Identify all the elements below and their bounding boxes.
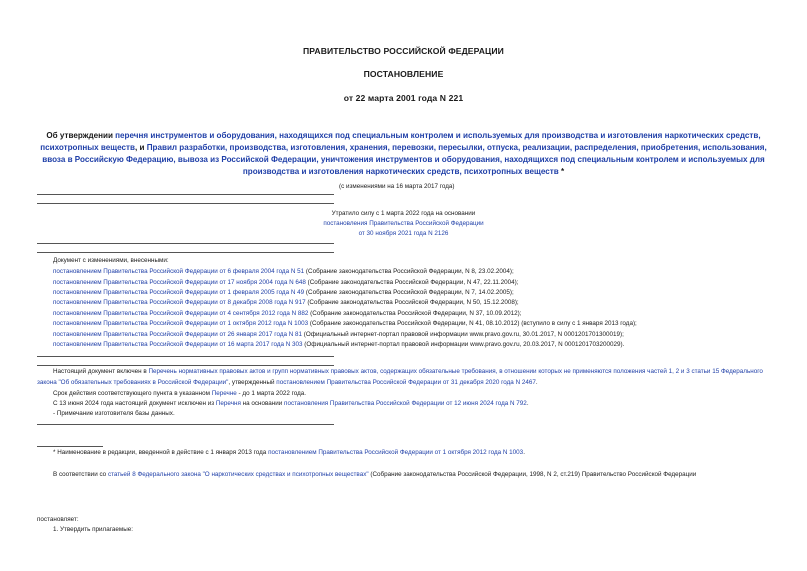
change-link[interactable]: постановлением Правительства Российской Федерации от 17 ноября 2004 года N 648 xyxy=(53,279,306,286)
validity-paragraph: Срок действия соответствующего пункта в указанном Перечне - до 1 марта 2022 года. xyxy=(53,390,307,397)
footnote-link[interactable]: постановлением Правительства Российской Федерации от 1 октября 2012 года N 1003 xyxy=(268,449,524,456)
change-item: постановлением Правительства Российской Федерации от 8 декабря 2008 года N 917 (Собрание законодательства Российской Федерации, N 50, 15.12.2008); xyxy=(53,299,519,306)
footnote: * Наименование в редакции, введенной в действие с 1 января 2013 года постановлением Правительства Российской Федерации от 1 октября 2012 года N 1003. xyxy=(53,449,525,456)
divider xyxy=(37,252,334,253)
title-prefix: Об утверждении xyxy=(46,131,116,140)
notice-resolution-link[interactable]: постановлением Правительства Российской Федерации от 31 декабря 2020 года N 2467 xyxy=(276,378,536,386)
document-type-heading: ПОСТАНОВЛЕНИЕ xyxy=(363,69,444,79)
date-number-heading: от 22 марта 2001 года N 221 xyxy=(343,93,464,103)
expired-link-line-3[interactable]: от 30 ноября 2021 года N 2126 xyxy=(358,230,449,237)
title-link-rules[interactable]: Правил разработки, производства, изготовления, хранения, перевозки, пересылки, отпуска, реализации, распределения, приобретения, использования, ввоза в Российскую Федерацию, вывоза из Российской Федерации, уничтожения инструментов и оборудования, находящихся под специальным контролем и используемых для производства и изготовления наркотических средств, психотропных веществ xyxy=(42,143,767,176)
change-link[interactable]: постановлением Правительства Российской Федерации от 1 февраля 2005 года N 49 xyxy=(53,289,305,296)
expired-line-1: Утратило силу с 1 марта 2022 года на основании xyxy=(331,210,476,217)
change-link[interactable]: постановлением Правительства Российской Федерации от 4 сентября 2012 года N 882 xyxy=(53,310,309,317)
divider xyxy=(37,194,334,195)
expired-link-line-2[interactable]: постановления Правительства Российской Федерации xyxy=(323,220,484,227)
notice-list-link[interactable]: Перечень нормативных правовых актов и групп нормативных правовых актов, содержащих обязательные требования, в отношении которых не применяются положения частей 1, 2 и 3 статьи 15 Федерального закона "Об обязательных требованиях в Российской Федерации" xyxy=(37,368,763,386)
item-1-text: 1. Утвердить прилагаемые: xyxy=(53,526,133,533)
divider xyxy=(37,203,334,204)
change-link[interactable]: постановлением Правительства Российской Федерации от 16 марта 2017 года N 303 xyxy=(53,341,303,348)
exclusion-list-link[interactable]: Перечня xyxy=(215,400,241,407)
title-link-list[interactable]: перечня инструментов и оборудования, находящихся под специальным контролем и используемых для производства и изготовления наркотических средств, психотропных веществ xyxy=(40,131,761,152)
notice-paragraph: Настоящий документ включен в Перечень нормативных правовых актов и групп нормативных правовых актов, содержащих обязательные требования, в отношении которых не применяются положения частей 1, 2 и 3 статьи 15 Федерального закона "Об обязательных требованиях в Российской Федерации", утвержденный постановлением Правительства Российской Федерации от 31 декабря 2020 года N 2467. xyxy=(37,368,763,386)
amended-note: (с изменениями на 16 марта 2017 года) xyxy=(339,183,455,190)
change-link[interactable]: постановлением Правительства Российской Федерации от 8 декабря 2008 года N 917 xyxy=(53,299,306,306)
document-title xyxy=(30,130,777,178)
validity-list-link[interactable]: Перечне xyxy=(211,390,237,397)
change-item: постановлением Правительства Российской Федерации от 17 ноября 2004 года N 648 (Собрание законодательства Российской Федерации, N 47, 22.11.2004); xyxy=(53,279,519,286)
changes-heading: Документ с изменениями, внесенными: xyxy=(53,257,169,264)
change-link[interactable]: постановлением Правительства Российской Федерации от 6 февраля 2004 года N 51 xyxy=(53,268,305,275)
divider xyxy=(37,424,334,425)
change-item: постановлением Правительства Российской Федерации от 16 марта 2017 года N 303 (Официальный интернет-портал правовой информации www.pravo.gov.ru, 20.03.2017, N 0001201703200029). xyxy=(53,341,625,348)
change-link[interactable]: постановлением Правительства Российской Федерации от 1 октября 2012 года N 1003 xyxy=(53,320,309,327)
footnote-separator xyxy=(37,446,103,447)
change-link[interactable]: постановлением Правительства Российской Федерации от 26 января 2017 года N 81 xyxy=(53,331,303,338)
title-conjunction: , и xyxy=(134,143,147,152)
title-asterisk: * xyxy=(558,167,565,176)
change-item: постановлением Правительства Российской Федерации от 26 января 2017 года N 81 (Официальный интернет-портал правовой информации www.pravo.gov.ru, 30.01.2017, N 0001201701300019); xyxy=(53,331,624,338)
intro-paragraph: В соответствии со статьей 8 Федерального закона "О наркотических средствах и психотропных веществах" (Собрание законодательства Российской Федерации, 1998, N 2, ст.219) Правительство Российской Федерации xyxy=(53,471,697,478)
divider xyxy=(37,365,334,366)
divider xyxy=(37,243,334,244)
exclusion-resolution-link[interactable]: постановления Правительства Российской Федерации от 12 июня 2024 года N 792 xyxy=(284,400,527,407)
change-item: постановлением Правительства Российской Федерации от 1 октября 2012 года N 1003 (Собрание законодательства Российской Федерации, N 41, 08.10.2012) (вступило в силу с 1 января 2013 года); xyxy=(53,320,637,327)
divider xyxy=(37,356,334,357)
change-item: постановлением Правительства Российской Федерации от 4 сентября 2012 года N 882 (Собрание законодательства Российской Федерации, N 37, 10.09.2012); xyxy=(53,310,522,317)
database-note: - Примечание изготовителя базы данных. xyxy=(53,410,175,417)
government-heading: ПРАВИТЕЛЬСТВО РОССИЙСКОЙ ФЕДЕРАЦИИ xyxy=(303,46,504,56)
exclusion-paragraph: С 13 июня 2024 года настоящий документ исключен из Перечня на основании постановления Правительства Российской Федерации от 12 июня 2024 года N 792. xyxy=(53,400,529,407)
resolves-text: постановляет: xyxy=(37,516,79,523)
change-item: постановлением Правительства Российской Федерации от 1 февраля 2005 года N 49 (Собрание законодательства Российской Федерации, N 7, 14.02.2005); xyxy=(53,289,514,296)
change-item: постановлением Правительства Российской Федерации от 6 февраля 2004 года N 51 (Собрание законодательства Российской Федерации, N 8, 23.02.2004); xyxy=(53,268,514,275)
law-article-link[interactable]: статьей 8 Федерального закона "О наркотических средствах и психотропных веществах" xyxy=(107,471,369,478)
